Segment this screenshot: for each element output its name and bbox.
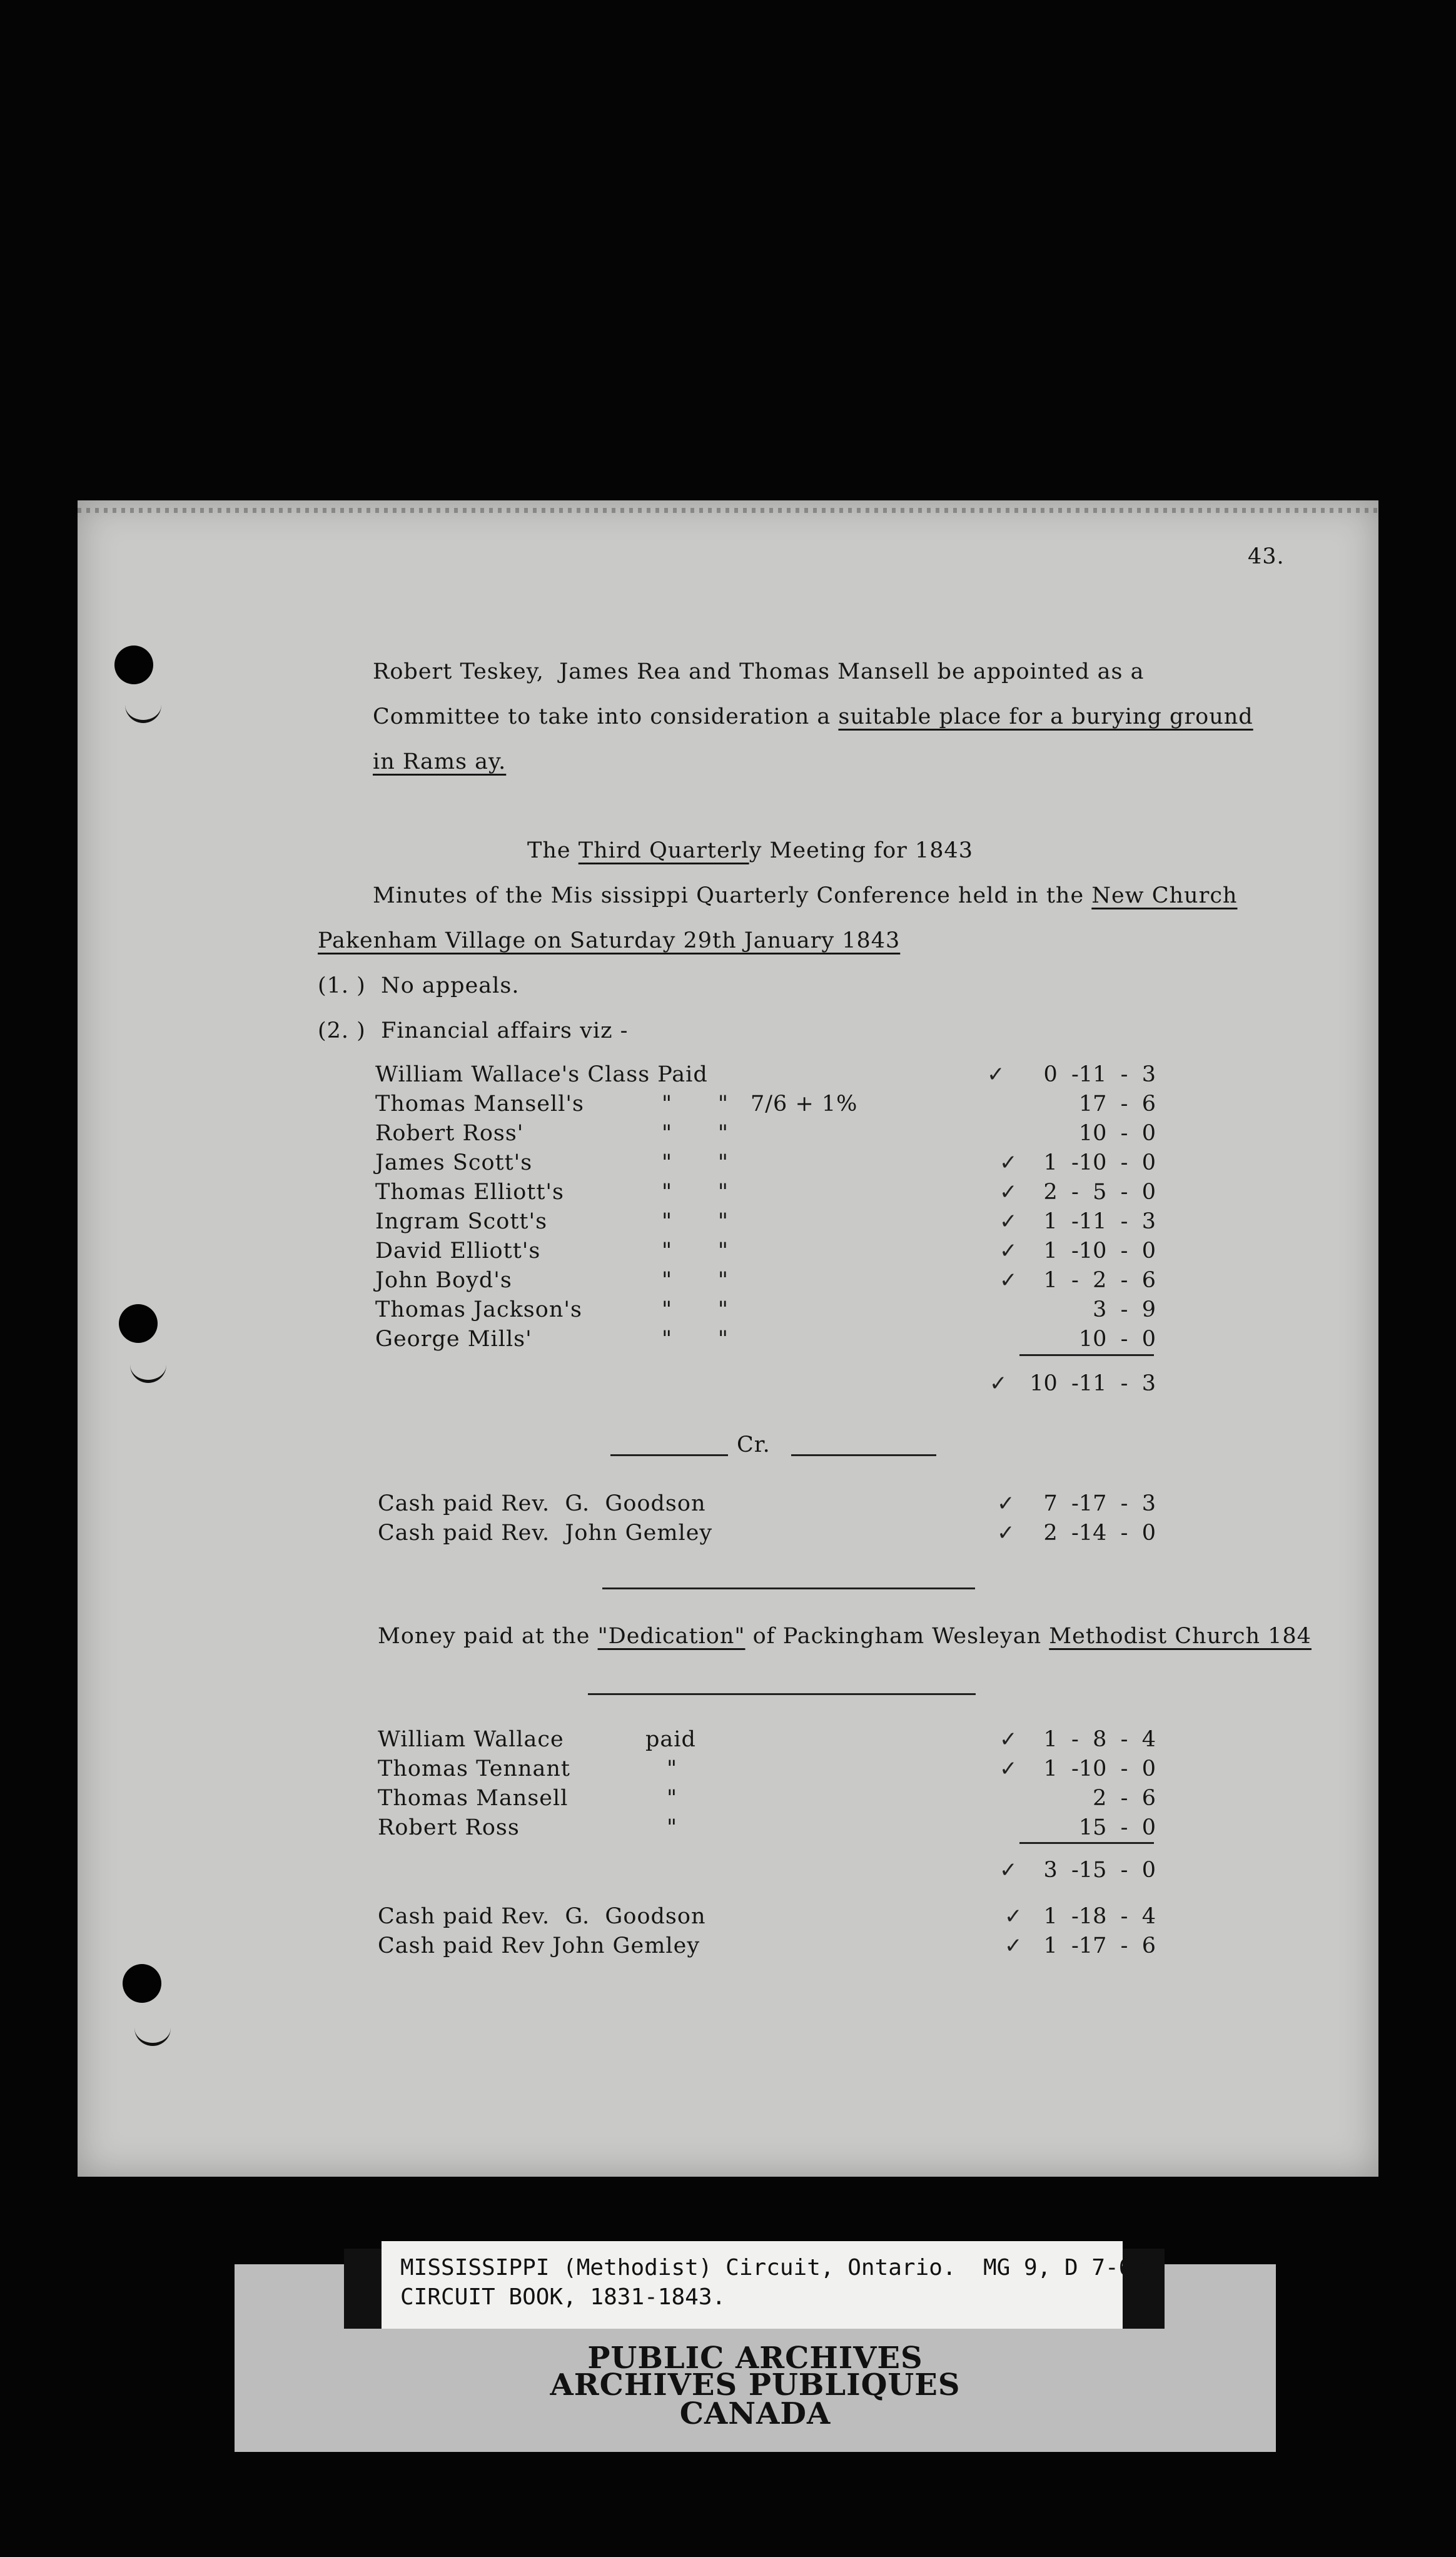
class-payment-amount: 1 - 2 - 6 (1043, 1268, 1156, 1293)
class-payment-amount: 10 - 0 (1078, 1327, 1156, 1352)
class-payment-name: James Scott's (375, 1150, 533, 1175)
heading-part-a: The (527, 838, 579, 863)
dedication-payment-name: William Wallace (378, 1727, 564, 1752)
meeting-heading (527, 837, 973, 864)
check-mark-icon: ✓ (1004, 1904, 1023, 1929)
dedication-cr-amount: 1 -17 - 6 (1043, 1933, 1156, 1958)
cr-rule-left (610, 1454, 728, 1456)
class-payment-amount: 1 -10 - 0 (1043, 1238, 1156, 1263)
class-payment-ditto: " " (662, 1238, 729, 1263)
dedication-payment-amount: 15 - 0 (1078, 1815, 1156, 1840)
subtotal-rule (1019, 1354, 1154, 1356)
class-payment-ditto: " " (662, 1091, 729, 1116)
class-payment-ditto: " " (662, 1327, 729, 1352)
dedication-payment-name: Thomas Mansell (378, 1786, 569, 1811)
class-payment-ditto: " " (662, 1180, 729, 1205)
page-top-edge (78, 508, 1378, 513)
class-payment-name: David Elliott's (375, 1238, 541, 1263)
dedication-part-d: Methodist Church 184 (1049, 1624, 1312, 1649)
class-payment-name: Robert Ross' (375, 1121, 524, 1146)
dedication-payment-amount: 1 -10 - 0 (1043, 1756, 1156, 1781)
item-financial-affairs: (2. ) Financial affairs viz - (318, 1018, 629, 1043)
class-payment-name: Thomas Elliott's (375, 1180, 565, 1205)
class-payment-amount: 3 - 9 (1093, 1297, 1156, 1322)
dedication-payment-paid: " (667, 1786, 678, 1811)
class-payment-amount: 17 - 6 (1078, 1091, 1156, 1116)
dedication-payment-amount: 1 - 8 - 4 (1043, 1727, 1156, 1752)
archive-stamp-line-2: ARCHIVES PUBLIQUES (550, 2367, 961, 2403)
class-payment-amount: 1 -11 - 3 (1043, 1209, 1156, 1234)
archive-stamp-line-3: CANADA (679, 2396, 831, 2431)
punch-hole-middle (119, 1304, 158, 1343)
intro-line-3: in Rams ay. (373, 749, 507, 774)
page-number: 43. (1248, 544, 1285, 569)
dedication-payment-amount: 2 - 6 (1093, 1786, 1156, 1811)
intro-line-2-text: Committee to take into consideration a (373, 704, 839, 729)
cr-payment-amount: 7 -17 - 3 (1043, 1491, 1156, 1516)
check-mark-icon: ✓ (999, 1209, 1018, 1234)
class-payment-ditto: " " (662, 1268, 729, 1293)
class-payment-amount: 0 -11 - 3 (1043, 1062, 1156, 1087)
check-mark-icon: ✓ (997, 1521, 1015, 1546)
dedication-payment-paid: " (667, 1756, 678, 1781)
dedication-cr-amount: 1 -18 - 4 (1043, 1904, 1156, 1929)
class-payment-ditto: " " (662, 1297, 729, 1322)
archive-stamp-line-1: PUBLIC ARCHIVES (587, 2341, 923, 2376)
cr-payment-amount: 2 -14 - 0 (1043, 1521, 1156, 1546)
check-mark-icon: ✓ (999, 1756, 1018, 1781)
intro-line-1: Robert Teskey, James Rea and Thomas Mansell be appointed as a (373, 659, 1145, 684)
class-payment-name: George Mills' (375, 1327, 532, 1352)
archive-label-line-2: CIRCUIT BOOK, 1831-1843. (400, 2284, 726, 2310)
check-mark-icon: ✓ (999, 1180, 1018, 1205)
check-mark-icon: ✓ (997, 1491, 1015, 1516)
minutes-line-1-underlined: New Church (1091, 883, 1238, 908)
cr-label: Cr. (737, 1432, 771, 1457)
dedication-divider (588, 1693, 976, 1695)
punch-hole-bottom (123, 1964, 161, 2003)
check-mark-icon: ✓ (999, 1150, 1018, 1175)
check-mark-icon: ✓ (999, 1238, 1018, 1263)
minutes-line-2: Pakenham Village on Saturday 29th January 1843 (318, 928, 901, 953)
intro-line-2-underlined: suitable place for a burying ground (838, 704, 1253, 729)
class-payment-name: Thomas Jackson's (375, 1297, 582, 1322)
check-mark-icon: ✓ (999, 1858, 1018, 1883)
class-payment-name: Ingram Scott's (375, 1209, 548, 1234)
check-mark-icon: ✓ (1004, 1933, 1023, 1958)
class-payment-ditto: " " (662, 1121, 729, 1146)
heading-part-c: y Meeting for 1843 (749, 838, 974, 863)
check-mark-icon: ✓ (999, 1268, 1018, 1293)
section-divider (602, 1587, 975, 1589)
cr-rule-right (791, 1454, 936, 1456)
check-mark-icon: ✓ (989, 1371, 1008, 1396)
dedication-line (378, 1623, 1312, 1650)
dedication-payment-name: Robert Ross (378, 1815, 520, 1840)
class-payment-note: 7/6 + 1% (751, 1091, 858, 1116)
dedication-part-c: of Packingham Wesleyan (745, 1624, 1049, 1649)
class-payment-amount: 2 - 5 - 0 (1043, 1180, 1156, 1205)
class-total: 10 -11 - 3 (1029, 1371, 1156, 1396)
check-mark-icon: ✓ (987, 1062, 1005, 1087)
dedication-payment-name: Thomas Tennant (378, 1756, 570, 1781)
dedication-cr-name: Cash paid Rev. G. Goodson (378, 1904, 706, 1929)
cr-payment-name: Cash paid Rev. G. Goodson (378, 1491, 706, 1516)
dedication-payment-paid: paid (645, 1727, 696, 1752)
dedication-subtotal-rule (1019, 1842, 1154, 1844)
class-payment-amount: 10 - 0 (1078, 1121, 1156, 1146)
punch-hole-top (114, 646, 153, 684)
minutes-line-1 (373, 882, 1237, 909)
dedication-total: 3 -15 - 0 (1043, 1858, 1156, 1883)
check-mark-icon: ✓ (999, 1727, 1018, 1752)
heading-part-b: Third Quarterl (578, 838, 749, 863)
class-payment-name: John Boyd's (375, 1268, 512, 1293)
cr-payment-name: Cash paid Rev. John Gemley (378, 1521, 713, 1546)
item-no-appeals: (1. ) No appeals. (318, 973, 520, 998)
dedication-part-a: Money paid at the (378, 1624, 598, 1649)
class-payment-amount: 1 -10 - 0 (1043, 1150, 1156, 1175)
class-payment-ditto: " " (662, 1150, 729, 1175)
class-payment-name: Thomas Mansell's (375, 1091, 584, 1116)
dedication-part-b: "Dedication" (597, 1624, 746, 1649)
minutes-line-1-text: Minutes of the Mis sissippi Quarterly Conference held in the (373, 883, 1092, 908)
dedication-payment-paid: " (667, 1815, 678, 1840)
dedication-cr-name: Cash paid Rev John Gemley (378, 1933, 700, 1958)
archive-label-line-1: MISSISSIPPI (Methodist) Circuit, Ontario. MG 9, D 7-62. (400, 2255, 1160, 2281)
class-payment-ditto: " " (662, 1209, 729, 1234)
class-payment-name: William Wallace's Class Paid (375, 1062, 708, 1087)
intro-line-2 (373, 703, 1253, 731)
